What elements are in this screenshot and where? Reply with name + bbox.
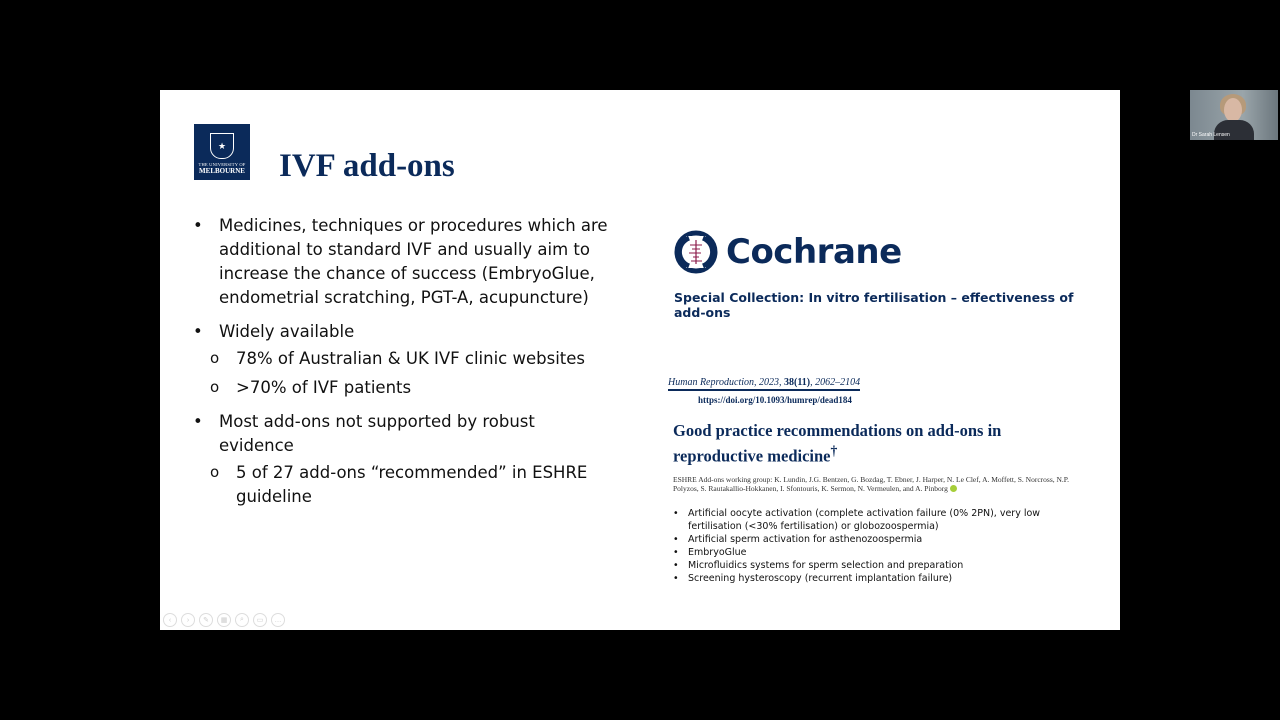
- journal-citation: [668, 377, 860, 391]
- logo-line1: THE UNIVERSITY OF: [198, 162, 246, 167]
- recommendation-item: • Artificial sperm activation for asthenozoospermia: [673, 533, 1088, 546]
- bullet-item: [190, 214, 610, 310]
- recommendation-item: • EmbryoGlue: [673, 546, 1088, 559]
- zoom-icon[interactable]: ⌕: [235, 613, 249, 627]
- paper-authors: [668, 475, 1083, 493]
- bullet-text: Medicines, techniques or procedures which are additional to standard IVF and usually aim to increase the chance of success (EmbryoGlue, endometrial scratching, PGT-A, acupuncture): [219, 216, 608, 307]
- recommendation-list: [668, 507, 1088, 585]
- previous-slide-icon[interactable]: ‹: [163, 613, 177, 627]
- more-options-icon[interactable]: …: [271, 613, 285, 627]
- pen-icon[interactable]: ✎: [199, 613, 213, 627]
- sub-bullet-item: o 78% of Australian & UK IVF clinic websites: [219, 347, 610, 371]
- bullet-list: [190, 214, 610, 519]
- slide-title: IVF add-ons: [279, 148, 455, 184]
- paper-title-mark: †: [830, 443, 838, 458]
- sub-bullet-list: [219, 347, 610, 400]
- cochrane-name: Cochrane: [726, 232, 902, 272]
- participant-name: Dr Sarah Lensen: [1192, 132, 1230, 138]
- bullet-item: [190, 410, 610, 509]
- sub-bullet-list: [219, 461, 610, 509]
- bullet-text: Widely available: [219, 322, 355, 341]
- journal-suffix: , 2062–2104: [810, 377, 861, 388]
- paper-excerpt: [668, 372, 1088, 585]
- cochrane-logo-icon: [674, 230, 718, 274]
- bullet-item: [190, 320, 610, 400]
- bullet-text: Most add-ons not supported by robust evidence: [219, 412, 535, 455]
- journal-volume: 38(11): [784, 377, 811, 388]
- university-logo: [194, 124, 250, 180]
- authors-text: ESHRE Add-ons working group: K. Lundin, J.G. Bentzen, G. Bozdag, T. Ebner, J. Harper, N. Le Clef, A. Moffett, S. Norcross, N.P. Polyzos, S. Rautakallio-Hokkanen, I. Sfontouris, K. Sermon, N. Vermeulen, and A. Pinborg: [673, 474, 1070, 493]
- recommendation-item: • Screening hysteroscopy (recurrent implantation failure): [673, 572, 1088, 585]
- next-slide-icon[interactable]: ›: [181, 613, 195, 627]
- cochrane-subtitle: Special Collection: In vitro fertilisation – effectiveness of add-ons: [674, 290, 1074, 320]
- recommendation-item: • Artificial oocyte activation (complete activation failure (0% 2PN), very low fertilisation (<30% fertilisation) or globozoospermia): [673, 507, 1088, 533]
- crest-icon: ★: [210, 133, 234, 159]
- doi-link: https://doi.org/10.1093/humrep/dead184: [698, 395, 852, 405]
- sub-bullet-item: o >70% of IVF patients: [219, 376, 610, 400]
- slides-grid-icon[interactable]: ▦: [217, 613, 231, 627]
- journal-prefix: Human Reproduction, 2023,: [668, 377, 785, 388]
- logo-line2: MELBOURNE: [199, 167, 245, 175]
- presentation-slide: [160, 90, 1120, 630]
- recommendation-item: • Microfluidics systems for sperm selection and preparation: [673, 559, 1088, 572]
- participant-video-thumbnail[interactable]: [1190, 90, 1278, 140]
- sub-bullet-item: o 5 of 27 add-ons “recommended” in ESHRE guideline: [219, 461, 610, 509]
- slide-controls: [163, 613, 285, 627]
- subtitles-icon[interactable]: ▭: [253, 613, 267, 627]
- participant-face: [1224, 98, 1242, 122]
- paper-title: [668, 421, 1088, 467]
- cochrane-panel: [674, 230, 1094, 320]
- orcid-icon: [950, 485, 957, 492]
- paper-title-text: Good practice recommendations on add-ons in reproductive medicine: [673, 421, 1002, 466]
